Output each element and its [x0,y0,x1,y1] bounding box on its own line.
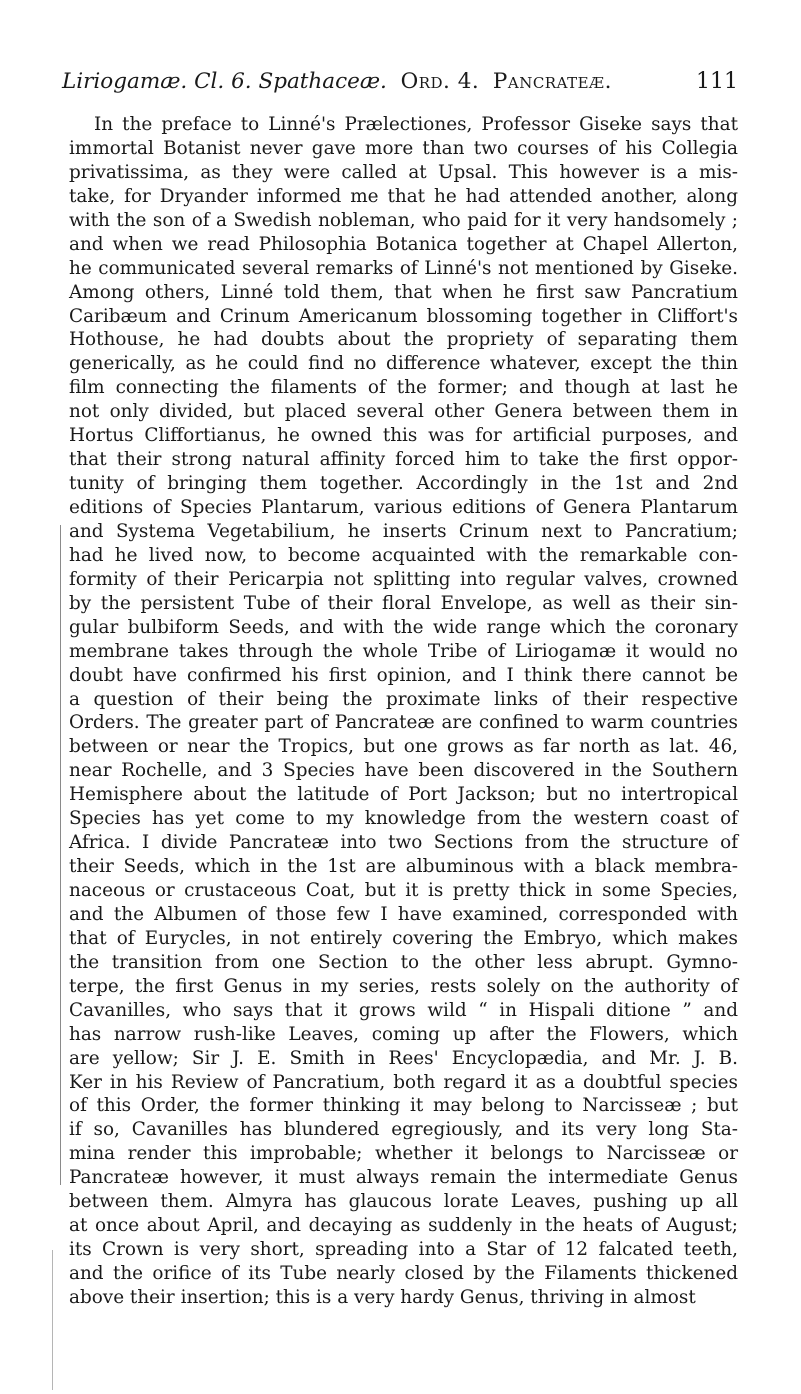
text-line: Hemisphere about the latitude of Port Jackson; but no intertropical [69,784,738,806]
gutter-shadow [52,1250,53,1390]
text-line: if so, Cavanilles has blundered egregiously, and its very long Sta- [69,1119,738,1141]
text-line: that of Eurycles, in not entirely covering the Embryo, which makes [69,927,738,949]
text-line: that their strong natural affinity forced him to take the first oppor- [69,449,738,471]
text-line: Pancrateæ however, it must always remain the intermediate Genus [69,1167,738,1189]
page-number: 111 [696,69,738,94]
text-line: and the orifice of its Tube nearly closed by the Filaments thickened [69,1263,738,1284]
running-head-title [62,62,612,102]
text-line: its Crown is very short, spreading into a Star of 12 falcated teeth, [69,1239,738,1261]
text-line: Caribæum and Crinum Americanum blossoming together in Cliffort's [69,305,738,327]
text-line: gular bulbiform Seeds, and with the wide range which the coronary [69,616,738,638]
text-line: Africa. I divide Pancrateæ into two Sections from the structure of [69,832,738,854]
text-line: the transition from one Section to the other less abrupt. Gymno- [69,951,738,973]
text-line: privatissima, as they were called at Upsal. This however is a mis- [69,161,738,183]
text-line: formity of their Pericarpia not splitting into regular valves, crowned [69,568,738,590]
text-line: immortal Botanist never gave more than two courses of his Collegia [69,137,738,159]
text-line: of this Order, the former thinking it may belong to Narcisseæ ; but [69,1095,738,1117]
text-line: a question of their being the proximate links of their respective [69,688,738,710]
text-line: generically, as he could find no difference whatever, except the thin [69,353,738,375]
text-line: mina render this improbable; whether it belongs to Narcisseæ or [69,1143,738,1165]
text-line: Cavanilles, who says that it grows wild “ in Hispali ditione ” and [69,999,738,1021]
text-line: with the son of a Swedish nobleman, who paid for it very handsomely ; [69,209,738,231]
text-line: membrane takes through the whole Tribe of Liriogamæ it would no [69,640,738,662]
text-line: doubt have confirmed his first opinion, and I think there cannot be [69,664,738,686]
text-line: terpe, the first Genus in my series, rests solely on the authority of [69,975,738,997]
body-paragraph [69,113,738,1310]
text-line: at once about April, and decaying as suddenly in the heats of August; [69,1215,738,1237]
text-line: are yellow; Sir J. E. Smith in Rees' Encyclopædia, and Mr. J. B. [69,1047,738,1069]
order-number: Ord. 4. [400,69,480,94]
gutter-shadow [60,525,61,1185]
text-line: Ker in his Review of Pancratium, both regard it as a doubtful species [69,1071,738,1093]
running-head [62,62,738,102]
text-line: he communicated several remarks of Linné's not mentioned by Giseke. [69,257,738,279]
text-line: above their insertion; this is a very hardy Genus, thriving in almost [69,1286,696,1308]
text-line: Species has yet come to my knowledge from the western coast of [69,808,738,830]
text-line: Hortus Cliffortianus, he owned this was for artificial purposes, and [69,425,738,447]
text-line: Among others, Linné told them, that when he first saw Pancratium [69,281,738,303]
text-line: has narrow rush-like Leaves, coming up after the Flowers, which [69,1023,738,1045]
text-line: take, for Dryander informed me that he had attended another, along [69,185,738,207]
text-line: between or near the Tropics, but one grows as far north as lat. 46, [69,736,738,758]
text-line: film connecting the filaments of the former; and though at last he [69,377,738,399]
text-line: not only divided, but placed several other Genera between them in [69,401,738,423]
text-line: near Rochelle, and 3 Species have been discovered in the Southern [69,760,738,782]
text-line: editions of Species Plantarum, various editions of Genera Plantarum [69,497,738,518]
text-line: Orders. The greater part of Pancrateæ are confined to warm countries [69,712,738,734]
family-name: Pancrateæ. [492,69,612,94]
text-line: and Systema Vegetabilium, he inserts Crinum next to Pancratium; [69,520,738,542]
text-line: their Seeds, which in the 1st are albuminous with a black membra- [69,856,738,878]
text-line: between them. Almyra has glaucous lorate Leaves, pushing up all [69,1191,738,1213]
text-line: Hothouse, he had doubts about the propriety of separating them [69,329,738,351]
class-number: Cl. 6. [194,69,252,94]
text-line: tunity of bringing them together. Accordingly in the 1st and 2nd [69,473,738,495]
subclass-name: Spathaceæ. [258,69,387,94]
text-line: naceous or crustaceous Coat, but it is pretty thick in some Species, [69,880,738,901]
text-line: In the preface to Linné's Prælectiones, Professor Giseke says that [94,114,738,135]
text-line: by the persistent Tube of their floral Envelope, as well as their sin- [69,592,738,614]
text-line: and the Albumen of those few I have examined, corresponded with [69,903,738,925]
text-line: had he lived now, to become acquainted with the remarkable con- [69,544,738,566]
text-line: and when we read Philosophia Botanica together at Chapel Allerton, [69,233,738,255]
class-name: Liriogamæ. [62,69,188,94]
